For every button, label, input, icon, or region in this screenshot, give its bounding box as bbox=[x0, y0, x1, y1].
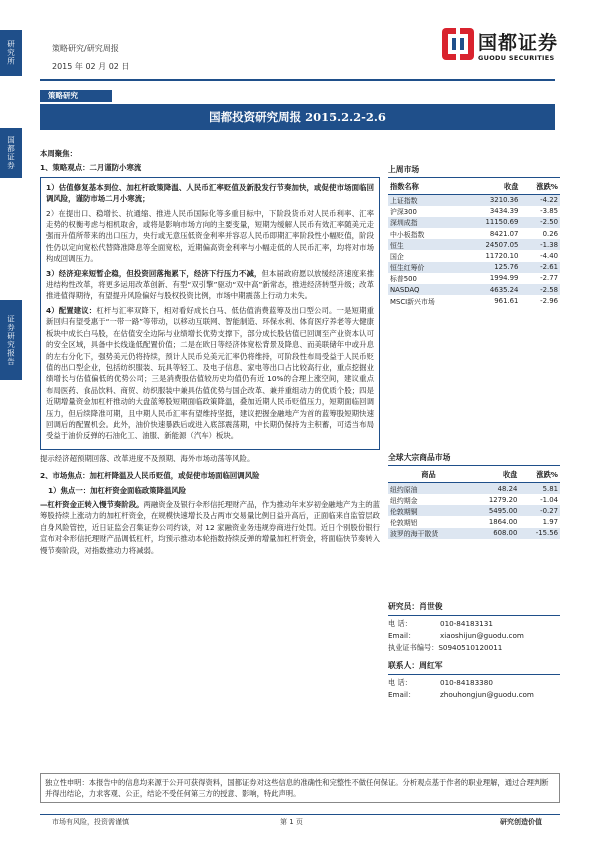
market-row-name: 恒生 bbox=[388, 239, 463, 250]
commodity-row-change: -1.04 bbox=[540, 495, 558, 504]
footer-risk-warning: 市场有风险，投资需谨慎 bbox=[52, 818, 129, 826]
researcher-name: 研究员：肖世俊 bbox=[388, 602, 443, 611]
logo-name-en: GUODU SECURITIES bbox=[478, 54, 555, 62]
contact-divider bbox=[388, 674, 560, 675]
commodity-header-name: 商品 bbox=[388, 468, 469, 483]
market-row bbox=[388, 195, 560, 206]
section-1-title: 1、策略观点：二月谨防小寒流 bbox=[40, 163, 142, 173]
report-date: 2015 年 02 月 02 日 bbox=[52, 62, 130, 71]
commodity-row-change: 5.81 bbox=[519, 483, 560, 494]
commodity-row bbox=[388, 494, 560, 505]
market-row-change: 0.26 bbox=[542, 229, 558, 238]
market-row-close: 961.61 bbox=[494, 296, 519, 305]
commodity-row-name: 纽约期金 bbox=[390, 496, 418, 505]
strategy-box bbox=[40, 177, 380, 450]
contact-email: Email： zhouhongjun@guodu.com bbox=[388, 690, 534, 699]
market-row-close: 125.76 bbox=[463, 262, 520, 273]
commodity-row-close: 1279.20 bbox=[488, 495, 518, 504]
paragraph-2: 2）在提出口、稳增长、抗通缩、推进人民币国际化等多重目标中，下阶段货币对人民币利率、汇率走势的权衡考虑与相机取舍，或将是影响市场方向的主要变量，短期为缓解人民币有效汇率随美元走强而升值所带来的出口压力，央行或无意压低资金利率并容忍人民币即期汇率阶段性小幅贬值，阶段性仍以定向宽松代替降准降息等全面宽松，近期偏高资金利率与小幅走低的人民币汇率，均将对市场构成回调压力。 bbox=[46, 208, 374, 264]
market-row bbox=[388, 239, 560, 250]
risk-note: 提示经济超预期回落、改革进度不及预期、海外市场动荡等风险。 bbox=[40, 453, 255, 463]
market-row-name: 标普500 bbox=[390, 275, 417, 284]
commodity-row-name: 纽约原油 bbox=[388, 483, 469, 494]
market-row-close: 11150.69 bbox=[463, 217, 520, 228]
footer-page-number: 第 1 页 bbox=[280, 818, 303, 826]
commodity-row-close: 1864.00 bbox=[488, 518, 518, 527]
commodity-header-close: 收盘 bbox=[469, 468, 519, 483]
commodity-row bbox=[388, 483, 560, 494]
commodity-header-change: 涨跌% bbox=[519, 468, 560, 483]
paragraph-3: 3）经济迎来短暂企稳，但投资回落拖累下，经济下行压力不减，但本届政府愿以放缓经济速度来推进结构性改革，将更多运用改革创新、有型“双引擎”驱动“双中高”新常态，推进经济转型升级；改革推进值得期待，有望提升风险偏好与股权投资比例，市场中期震荡上行动力未失。 bbox=[46, 268, 374, 301]
commodity-row bbox=[388, 505, 560, 516]
commodity-row bbox=[388, 528, 560, 539]
market-row-change: -2.50 bbox=[520, 217, 560, 228]
market-row-name: 国企 bbox=[390, 253, 404, 262]
market-row-close: 1994.99 bbox=[489, 274, 519, 283]
side-tab-company: 国都证券 bbox=[0, 128, 22, 178]
market-row-name: NASDAQ bbox=[388, 284, 463, 295]
footer-divider bbox=[40, 814, 560, 815]
researcher-cert: 执业证书编号：S0940510120011 bbox=[388, 643, 503, 652]
page-title: 国都投资研究周报 2015.2.2-2.6 bbox=[40, 104, 555, 130]
market-row-change: -1.38 bbox=[520, 239, 560, 250]
market-header-close: 收盘 bbox=[463, 180, 520, 195]
focus-1-title: 1）焦点一：加杠杆资金面临政策降温风险 bbox=[48, 485, 187, 495]
market-row bbox=[388, 295, 560, 306]
market-row-name: 沪深300 bbox=[390, 208, 417, 217]
footer-slogan: 研究创造价值 bbox=[500, 818, 542, 826]
commodity-row-name: 波罗的海干散货 bbox=[388, 528, 469, 539]
market-row bbox=[388, 284, 560, 295]
market-panel bbox=[388, 164, 560, 539]
main-content bbox=[40, 148, 380, 559]
market-row-change: -2.96 bbox=[540, 296, 558, 305]
analyst-panel bbox=[388, 601, 560, 701]
commodity-row-close: 5495.00 bbox=[469, 505, 519, 516]
market-row bbox=[388, 273, 560, 284]
contact-name: 联系人：周红军 bbox=[388, 661, 443, 670]
header-divider bbox=[40, 79, 555, 81]
market-row-change: -2.61 bbox=[520, 262, 560, 273]
side-tab-report: 证券研究报告 bbox=[0, 300, 22, 380]
market-row bbox=[388, 262, 560, 273]
market-row-name: 恒生红筹价 bbox=[388, 262, 463, 273]
logo-mark-icon bbox=[440, 26, 476, 62]
market-row-close: 8421.07 bbox=[489, 229, 519, 238]
market-row-close: 24507.05 bbox=[463, 239, 520, 250]
market-row-name: 中小板指数 bbox=[390, 230, 425, 239]
market-header-change: 涨跌% bbox=[520, 180, 560, 195]
market-row-name: 上证指数 bbox=[388, 195, 463, 206]
commodity-row-name: 伦敦期铜 bbox=[388, 505, 469, 516]
market-row-change: -2.58 bbox=[520, 284, 560, 295]
commodity-row-close: 608.00 bbox=[469, 528, 519, 539]
market-row-close: 3210.36 bbox=[463, 195, 520, 206]
commodity-row bbox=[388, 516, 560, 527]
focus-1-body: —杠杆资金正转入慢节奏阶段。两融资金及银行伞形信托理财产品，作为推动年末岁初金融地产为主的蓝筹股持续上涨动力的加杠杆资金，在规模快速增长及占两市交易量比例日益升高后，正面临来自监管层政自身风险管控，近日证监会召集证券公司约谈，对 12 家融资业务违规券商进行处罚。近日个别股份银行宣布对伞形信托理财产品调低杠杆，均预示推动本轮指数持续反弹的增量加杠杆资金，将面临快节奏转入慢节奏阶段，对指数推动力将减弱。 bbox=[40, 499, 380, 555]
company-logo bbox=[440, 26, 560, 72]
header-meta bbox=[52, 40, 129, 76]
report-type: 策略研究/研究周报 bbox=[52, 44, 119, 53]
logo-name-cn: 国都证券 bbox=[478, 32, 559, 54]
market-row-change: -4.40 bbox=[540, 252, 558, 261]
commodity-table bbox=[388, 468, 560, 538]
commodity-row-close: 48.24 bbox=[469, 483, 519, 494]
independence-disclaimer: 独立性申明：本报告中的信息均来源于公开可获得资料，国都证券对这些信息的准确性和完整性不做任何保证。分析观点基于作者的职业理解，通过合理判断并得出结论，力求客观、公正，结论不受任何第三方的授意、影响，特此声明。 bbox=[40, 773, 560, 803]
market-row-change: -2.77 bbox=[540, 274, 558, 283]
market-row-close: 3434.39 bbox=[489, 207, 519, 216]
analyst-divider bbox=[388, 615, 560, 616]
section-tag-bar bbox=[40, 90, 555, 102]
market-row bbox=[388, 206, 560, 217]
market-row-name: MSCI新兴市场 bbox=[390, 297, 435, 306]
contact-phone: 电 话： 010-84183380 bbox=[388, 678, 493, 687]
market-title: 上周市场 bbox=[388, 164, 560, 178]
commodity-row-change: -0.27 bbox=[519, 505, 560, 516]
researcher-phone: 电 话： 010-84183131 bbox=[388, 619, 493, 628]
side-strip bbox=[0, 0, 22, 842]
market-row bbox=[388, 217, 560, 228]
commodity-row-change: -15.56 bbox=[519, 528, 560, 539]
paragraph-4: 4）配置建议：杠杆与汇率双降下，相对看好成长白马、低估值消费蓝筹及出口型公司。一是短期重新回归有望受惠于“一带一路”等带动，以移动互联网、智能制造、环保水利、体育医疗养老等大健康板块中成长白马股，在估值安全边际与业绩增长优势支撑下，部分成长股估值已回调至产业资本认可的安全区域，具备中长线逢低配置价值；二是在欧日等经济体宽松背景及降息、而美联储年中或升息的左右分化下，强势美元仍将持续，预计人民币兑美元汇率仍将维持，可阶段性布局受益于人民币贬值的出口型企业，包括纺织服装、玩具等轻工、及电子信息、家电等出口占比较高行业，重点挖掘业绩增长与估值偏低的优势公司；三是消费股估值较历史均值仍有近 10%的合理上涨空间，建议重点布局医药、食品饮料、商贸、纺织服装中兼具估值优势与国企改革、兼并重组动力的优质个股；四是近期增量资金加杠杆推动的大盘蓝筹股短期面临政策降温，叠加近期人民币贬值压力，短期面临回调压力，但后续降准可期，且中期人民币汇率有望维持坚挺，建议把握金融地产为首的蓝筹股短期快速回调后的配置机会。此外，油价快速暴跌后或进入底部震荡期，中长期仍保持为主积蓄，可适当布局受益于油价反弹的石油化工、油服、新能源（汽车）板块。 bbox=[46, 305, 374, 441]
section-tag: 策略研究 bbox=[40, 90, 112, 102]
market-row-name: 深圳成指 bbox=[388, 217, 463, 228]
side-tab-institute: 研究所 bbox=[0, 30, 22, 76]
market-row-change: -4.22 bbox=[520, 195, 560, 206]
market-table bbox=[388, 180, 560, 306]
commodity-title: 全球大宗商品市场 bbox=[388, 452, 560, 466]
market-header-name: 指数名称 bbox=[388, 180, 463, 195]
commodity-row-name: 伦敦期铝 bbox=[390, 519, 418, 528]
market-row-close: 4635.24 bbox=[463, 284, 520, 295]
market-row-close: 11720.10 bbox=[485, 252, 519, 261]
market-row-change: -3.85 bbox=[540, 207, 558, 216]
commodity-row-change: 1.97 bbox=[542, 518, 558, 527]
section-2-title: 2、市场焦点：加杠杆降温及人民币贬值，或促使市场面临回调风险 bbox=[40, 471, 260, 481]
paragraph-1: 1）估值修复基本到位、加杠杆政策降温、人民币汇率贬值及新股发行节奏加快，或促使市场面临回调风险，谨防市场二月小寒流； bbox=[46, 182, 374, 204]
focus-heading: 本周聚焦： bbox=[40, 149, 77, 158]
researcher-email: Email： xiaoshijun@guodu.com bbox=[388, 631, 524, 640]
market-row bbox=[388, 228, 560, 239]
market-row bbox=[388, 250, 560, 261]
